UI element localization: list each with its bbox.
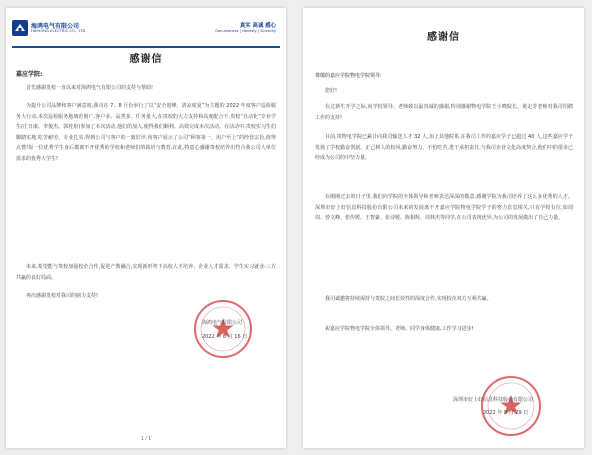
company-seal-icon xyxy=(479,374,543,438)
paragraph: 再次感谢贵校对我司的鼎力支持! xyxy=(26,293,99,299)
letterhead xyxy=(6,14,286,40)
salutation: 尊敬的嘉应学院物电学院领导: xyxy=(315,73,382,79)
signature-date: 2022 年 8 月 16 日 xyxy=(202,334,248,340)
paragraph: 首先感谢贵校一直以来对海鸿电气有限公司的支持与帮助! xyxy=(26,85,154,91)
paragraph: 在过新生开学之际,向学校领导、老师致以最真诚的感谢,特别感谢物电学院王小晓院长、黄走芳老师对我司招聘工作的支持! xyxy=(315,104,573,121)
page-number: 1 / 1 xyxy=(140,437,152,442)
signature-date: 2022 年 8 月 29 日 xyxy=(483,410,529,416)
paragraph: 目前,贵物电学院已累计向我司输送人才 32 人,加上其他院系,在我司工作的嘉应学子已超过 40 人,这些嘉应学子发扬了学校勤奋创新、正己树人的校风,勤奋努力、不怕吃苦,勇于承担责任,与我司企业文化高度契合,他们中的很多已经成为公司的中坚力量。 xyxy=(315,134,573,162)
salutation: 嘉应学院: xyxy=(16,71,43,78)
letter-title: 感谢信 xyxy=(129,54,163,65)
company-logo-icon xyxy=(12,20,28,36)
paragraph: 祝嘉应学院物电学院全体领导、老师、同学身体健康,工作学习进步! xyxy=(325,326,474,332)
slogan-cn: 真实 高诚 感心 xyxy=(239,23,276,29)
signature-company: 海鸿电气有限公司 xyxy=(202,320,243,326)
left-letter-page xyxy=(6,8,286,448)
paragraph: 为提升公司品牌和客户满意度,我司在 7、8 月份举行了以“安全迎峰、清凉度夏”为主题的 2022 年度客户巡检服务大行动,本次巡检服务地域范围广,客户多、品类多、任务量大,在贵校的大力支持和高度配合下,贵校“自动化”专业学生(庄日康、李俊杰、郭桂垠)参加了本次活动,他们的加入,使得我们顺利、高效完成本次活动。在活动中,贵校实习生们脚踏实地,吃苦耐劳、专业扎实,得到公司与客户的一致好评,向客户展示了公司“顾客第一、用户至上”的经营宗旨,值得点赞!每一位优秀学生身后都离不开优秀的学校和老师们的栽培与教育,在此,特意心感谢贵校培养出符合我公司人单位需求的优秀大学生! xyxy=(16,103,276,162)
paragraph: 我司诚邀将持续保持与贵院之间长效性的深度合作,实现校企双方互利共赢。 xyxy=(325,296,492,302)
slogan-en: Genuineness | Honesty | Sincerity xyxy=(215,29,276,33)
paragraph: 在刚刚过去的日子里,我们向学院的全体领导和老师表达深深的敬意,感谢学院为我司培养了这么多优秀的人才。深圳市好上好信息科技股份有限公司未来的发展离不开嘉应学院物电学院学子的努力息息相关,只有学校有位,如周周、曾文峰、张传媛、王智豪、张诗媛、陈相辉、周林杰等同学,在公司表现优异,为公司的发展做出了自己力量。 xyxy=(315,194,573,222)
company-seal-icon xyxy=(192,298,254,360)
company-name-cn: 海鸿电气有限公司 xyxy=(31,23,80,30)
letter-title: 感谢信 xyxy=(427,32,460,43)
signature-company: 深圳市好上好信息科技股份有限公司 xyxy=(453,397,534,403)
header-rule xyxy=(12,46,280,48)
paragraph: 未来,希望能与贵校加强校企合作,促进产教融合,实现新形势下高校人才培养、企业人才需求、学生实习就业:三方共赢的良好局面。 xyxy=(16,264,276,281)
right-letter-page xyxy=(303,8,584,448)
paragraph: 您好! xyxy=(325,88,338,94)
company-name-en: HAIHONG ELECTRIC CO., LTD xyxy=(31,29,86,33)
